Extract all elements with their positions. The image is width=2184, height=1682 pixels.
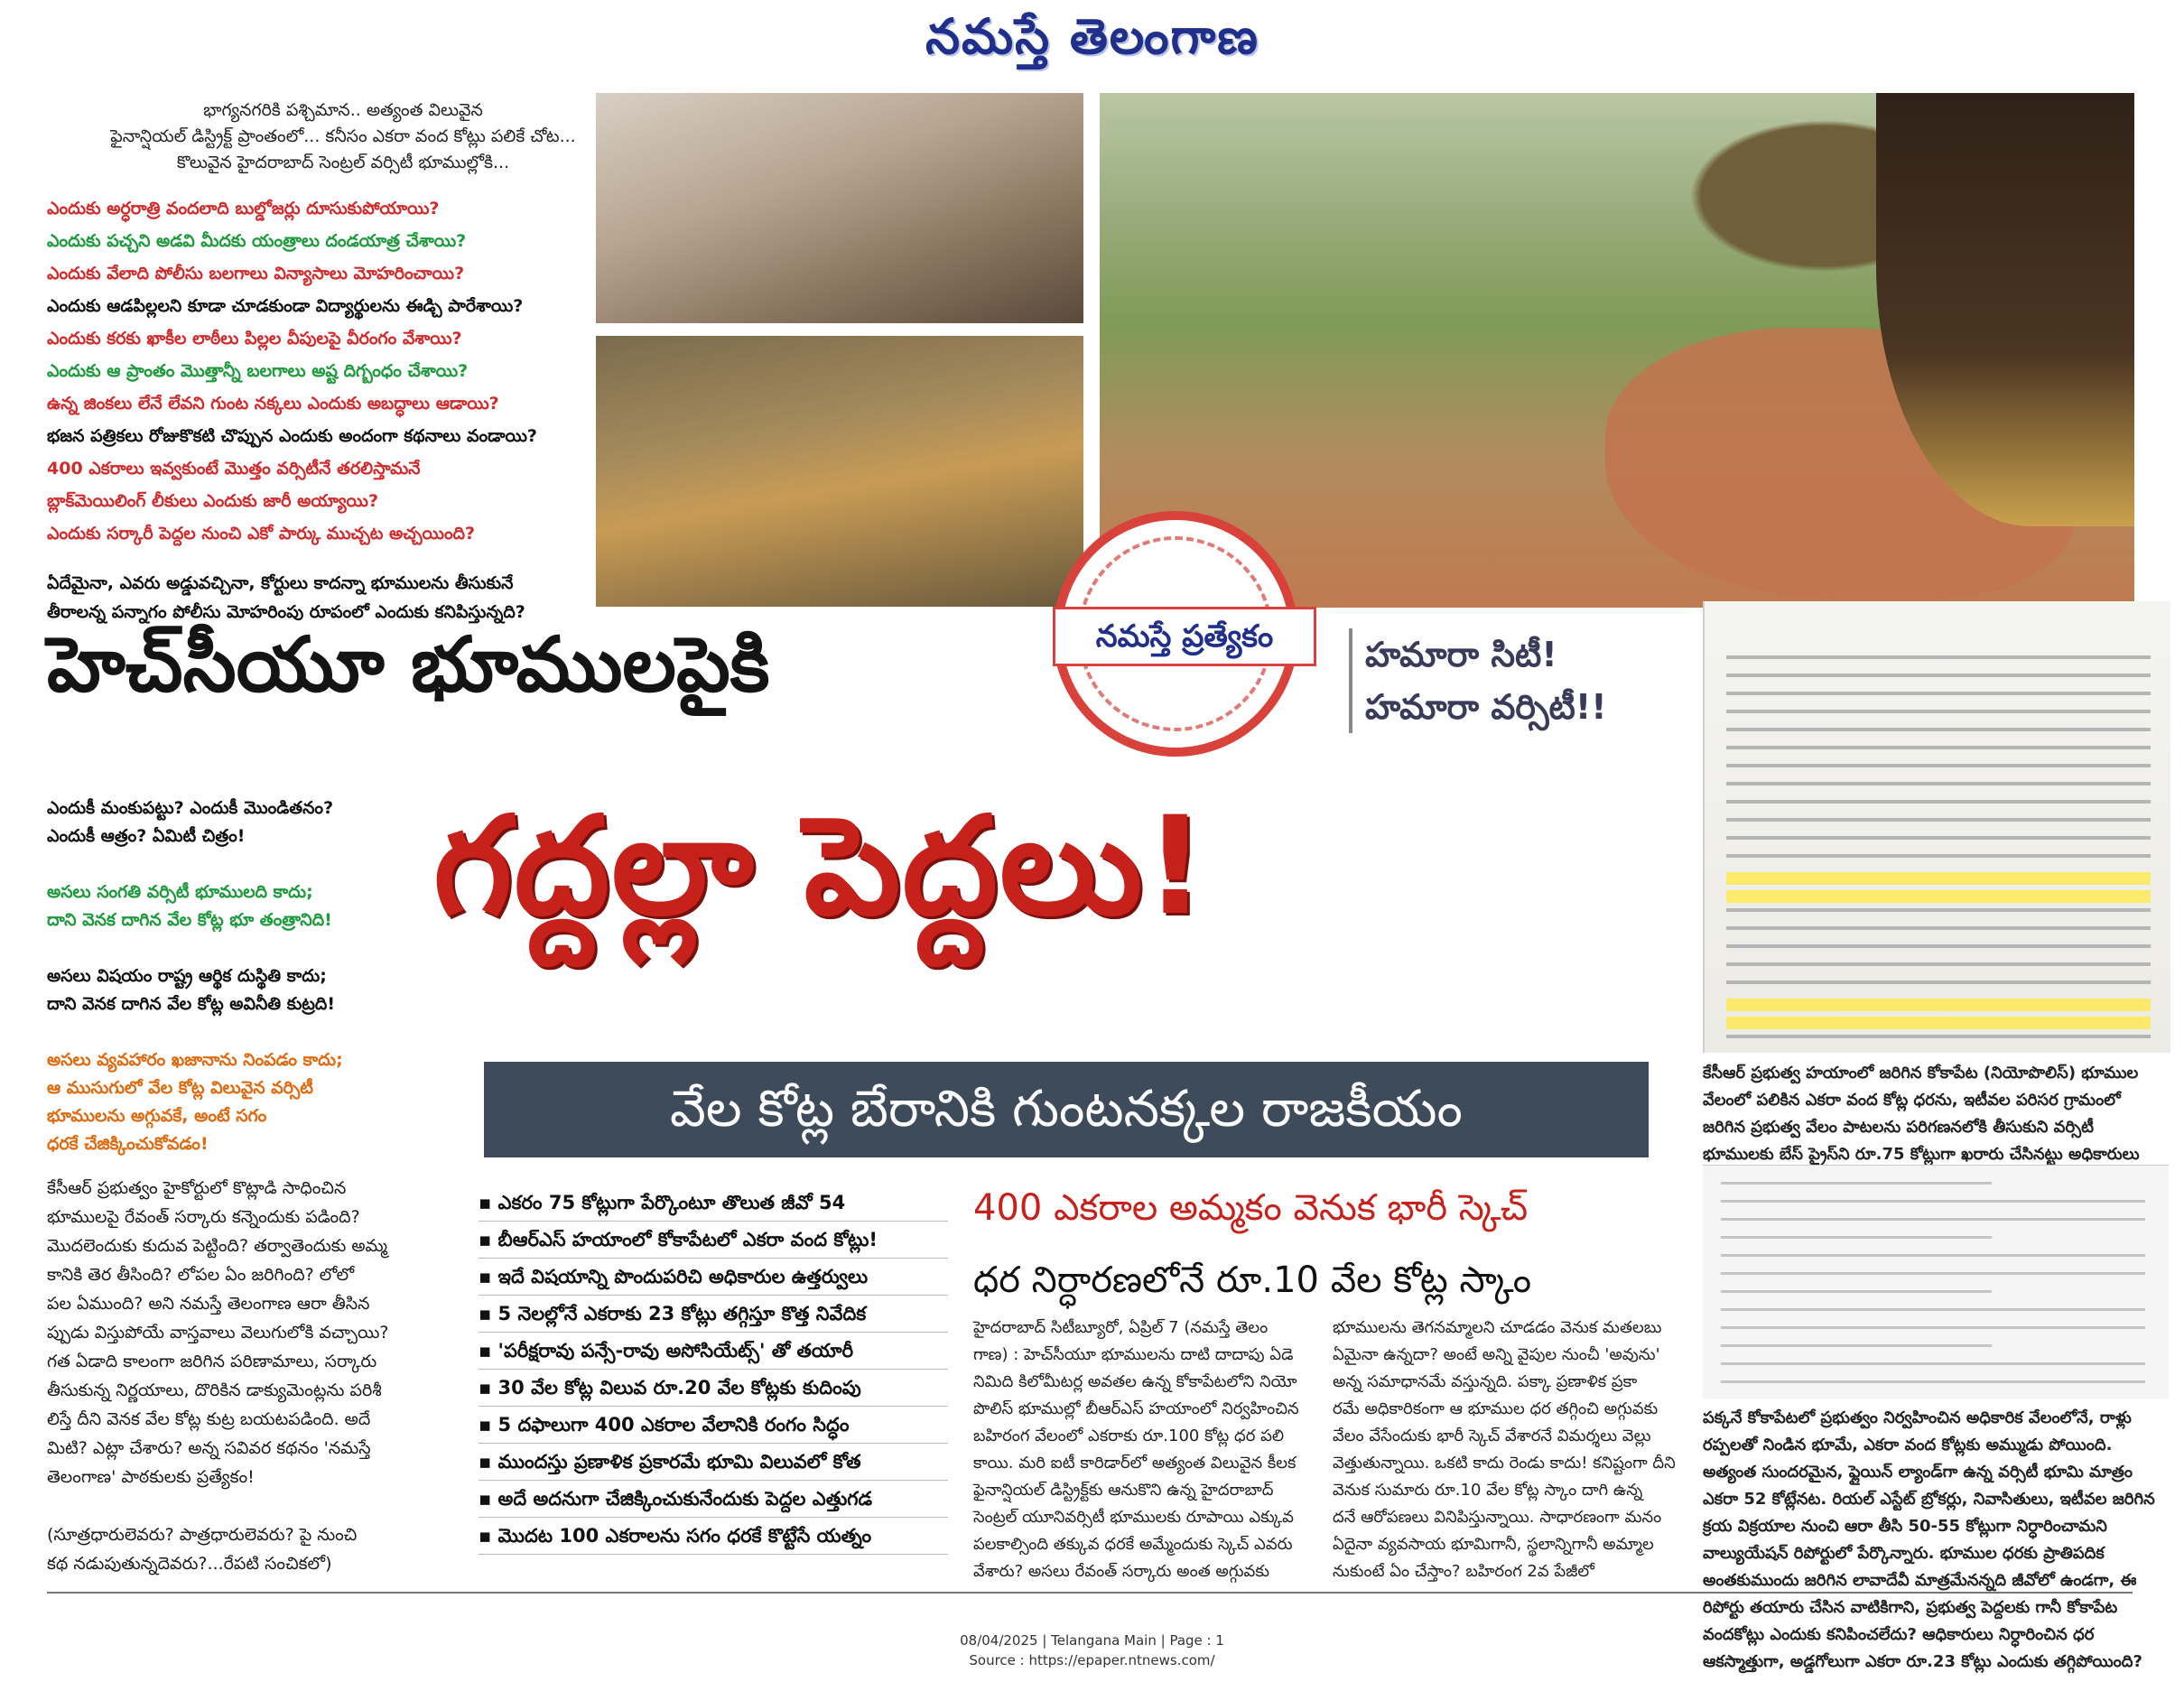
side-commentary-line: దాని వెనక దాగిన వేల కోట్ల అవినీతి కుట్రది! (47, 994, 336, 1014)
story-line: ప్పుడు విస్తుపోయే వాస్తవాలు వెలుగులోకి వచ్చాయి? (47, 1323, 389, 1343)
article-line: వాల్యుయేషన్ రిపోర్టులో పేర్కొన్నారు. భూముల ధరకు ప్రాతిపదిక (1703, 1544, 2105, 1563)
document-text-line (1721, 1326, 2145, 1329)
story-line: తీసుకున్న నిర్ణయాలు, దొరికిన డాక్యుమెంట్లను పరిశీ (47, 1380, 382, 1400)
article-line: వేలం వేసేందుకు భారీ స్కెచ్ వేశారనే విమర్శలు వెల్లు (1333, 1426, 1651, 1445)
photo-hcu-land-eagle-illustration (1100, 93, 2134, 608)
document-text-line (1726, 854, 2151, 858)
article-line: బహిరంగ వేలంలో ఎకరాకు రూ.100 కోట్ల ధర పలి (973, 1426, 1285, 1445)
question-item: ఎందుకు అర్ధరాత్రి వందలాది బుల్డోజర్లు దూసుకుపోయాయి? (47, 199, 440, 218)
bullet-item: ▪ 5 దఫాలుగా 400 ఎకరాల వేలానికి రంగం సిద్ధం (479, 1407, 948, 1444)
story-line: గత ఏడాది కాలంగా జరిగిన పరిణామాలు, సర్కారు (47, 1352, 377, 1371)
highlighted-text-line (1726, 1017, 2151, 1029)
document-text-line (1721, 1272, 2145, 1275)
article-line: వేశారు? అసలు రేవంత్ సర్కారు అంత అగ్గువకు (973, 1562, 1269, 1581)
document-text-line (1726, 674, 2151, 677)
story-line: మొదలెందుకు కుదువ పెట్టింది? తర్వాతెందుకు అమ్మ (47, 1236, 388, 1256)
document-text-line (1726, 836, 2151, 840)
article-line: అంతకుముందు జరిగిన లావాదేవీ మాత్రమేనన్నది జీవోలో ఉండగా, ఈ (1703, 1571, 2137, 1590)
caption-line: వేలంలో పలికిన ఎకరా వంద కోట్ల ధరను, ఇటీవల పరిసర గ్రామంలో (1703, 1091, 2121, 1110)
document-text-line (1721, 1200, 2145, 1203)
side-commentary-line: దాని వెనక దాగిన వేల కోట్ల భూ తంత్రానిది! (47, 910, 332, 930)
document-text-line (1726, 728, 2151, 731)
story-line: తెలంగాణ' పాఠకులకు ప్రత్యేకం! (47, 1467, 255, 1487)
document-text-line (1721, 1308, 2145, 1311)
document-text-line (1721, 1290, 1992, 1293)
headline-primary: హెచ్‌సీయూ భూములపైకి (47, 620, 770, 709)
question-item: ఉన్న జింకలు లేనే లేవని గుంట నక్కలు ఎందుకు అబద్ధాలు ఆడాయి? (47, 394, 499, 414)
page-footer (0, 1631, 2184, 1670)
article-line: అత్యంత సుందరమైన, ఫ్లైయిన్ ల్యాండ్‌గా ఉన్న వర్సిటీ భూమి మాత్రం (1703, 1463, 2133, 1482)
slogan-line-1: హమారా సిటీ! (1365, 635, 1557, 674)
document-text-line (1726, 1035, 2151, 1038)
side-commentary-line: ఆ ముసుగులో వేల కోట్ల విలువైన వర్సిటీ (47, 1078, 313, 1098)
story-line: కానికి తెర తీసింది? లోపల ఏం జరిగింది? లోలో (47, 1265, 355, 1285)
article-line: ఏమైనా ఉన్నదా? అంటే అన్ని వైపుల నుంచీ 'అవును' (1333, 1345, 1660, 1364)
bullet-item: ▪ బీఆర్‌ఎస్ హయాంలో కోకాపేటలో ఎకరా వంద కోట్లు! (479, 1222, 948, 1259)
stamp-label: నమస్తే ప్రత్యేకం (1053, 607, 1316, 666)
document-text-line (1721, 1182, 1992, 1185)
document-text-line (1726, 782, 2151, 785)
article-line: గాణ) : హెచ్‌సీయూ భూములను దాటి దాదాపు ఏడె (973, 1345, 1294, 1364)
side-commentary-line (47, 850, 426, 878)
story-line (47, 1491, 462, 1520)
article-line: వెనుక సుమారు రూ.10 వేల కోట్ల స్కాం దాగి ఉన్న (1333, 1481, 1643, 1500)
subheadline-banner: వేల కోట్ల బేరానికి గుంటనక్కల రాజకీయం (484, 1062, 1649, 1157)
article-line: వెత్తుతున్నాయి. ఒకటి కాదు రెండు కాదు! కనిష్టంగా దీని (1333, 1454, 1676, 1473)
article-line: హైదరాబాద్ సిటీబ్యూరో, ఏప్రిల్ 7 (నమస్తే తెలం (973, 1318, 1269, 1337)
highlighted-text-line (1726, 999, 2151, 1011)
document-text-line (1726, 980, 2151, 984)
bullet-item: ▪ ఎకరం 75 కోట్లుగా పేర్కొంటూ తొలుత జీవో 54 (479, 1185, 948, 1222)
side-commentary-line (47, 934, 426, 962)
side-commentary-line: ధరకే చేజిక్కించుకోవడం! (47, 1134, 209, 1154)
intro-text (108, 98, 578, 176)
story-line: భూములపై రేవంత్ సర్కారు కన్నెందుకు పడింది? (47, 1207, 360, 1227)
document-text-line (1726, 764, 2151, 767)
bullet-item: ▪ అదే అదనుగా చేజిక్కించుకునేందుకు పెద్దల ఎత్తుగడ (479, 1481, 948, 1518)
article-line: కాయి. మరి ఐటీ కారిడార్‌లో అత్యంత విలువైన కీలక (973, 1454, 1296, 1473)
intro-line: కొలువైన హైదరాబాద్ సెంట్రల్ వర్సిటీ భూముల్లోకి... (176, 153, 510, 172)
document-text-line (1726, 800, 2151, 804)
article-line: ఆకస్మాత్తుగా, అడ్డగోలుగా ఎకరా రూ.23 కోట్లు ఎందుకు తగ్గిపోయింది? (1703, 1652, 2142, 1671)
article-line: ఏదైనా వ్యవసాయ భూమిగానీ, స్థలాన్నిగానీ అమ్మాల (1333, 1535, 1654, 1554)
intro-line: భాగ్యనగరికి పశ్చిమాన.. అత్యంత విలువైన (203, 100, 483, 120)
story-line: పల ఏముంది? అని నమస్తే తెలంగాణ ఆరా తీసిన (47, 1294, 370, 1314)
subheadline-sketch: 400 ఎకరాల అమ్మకం వెనుక భారీ స్కెచ్ (973, 1187, 1529, 1229)
footer-source-link[interactable]: Source : https://epaper.ntnews.com/ (969, 1652, 1215, 1668)
question-item: బ్లాక్‌మెయిలింగ్ లీకులు ఎందుకు జారీ అయ్యాయి? (47, 491, 379, 511)
question-item: ఎందుకు వేలాది పోలీసు బలగాలు విన్యాసాలు మోహరించాయి? (47, 264, 465, 283)
article-line: ఫైనాన్షియల్ డిస్ట్రిక్ట్‌కు ఆనుకొని ఉన్న హైదరాబాద్ (973, 1481, 1274, 1500)
article-line: సెంట్రల్ యూనివర్సిటీ భూములకు రూపాయి ఎక్కువ (973, 1508, 1294, 1527)
document-text-line (1726, 944, 2151, 948)
valuation-report-image (1703, 1165, 2169, 1399)
article-line: పొలిస్ భూముల్లో బీఆర్‌ఎస్ హయాంలో నిర్వహించిన (973, 1399, 1299, 1418)
bullet-item: ▪ 'పరీక్షరావు పన్సే-రావు అసోసియేట్స్' తో తయారీ (479, 1333, 948, 1370)
question-item: ఎందుకు ఆడపిల్లలని కూడా చూడకుండా విద్యార్థులను ఈడ్చి పారేశాయి? (47, 296, 524, 316)
document-text-line (1721, 1362, 2145, 1365)
article-column-1 (973, 1315, 1316, 1585)
side-commentary-line: ఎందుకీ ఆత్రం? ఏమిటీ చిత్రం! (47, 826, 246, 846)
highlight-bullets (479, 1185, 948, 1555)
side-commentary-line: అసలు విషయం రాష్ట్ర ఆర్థిక దుస్థితి కాదు; (47, 966, 327, 986)
caption-line: జరిగిన ప్రభుత్వ వేలం పాటలను పరిగణనలోకి తీసుకుని వర్సిటీ (1703, 1118, 2095, 1137)
headline-main: గద్దల్లా పెద్దలు! (433, 788, 1208, 945)
story-intro (47, 1174, 462, 1578)
document-text-line (1726, 908, 2151, 912)
question-item: ఎందుకు కరకు ఖాకీల లాఠీలు పిల్లల వీపులపై వీరంగం వేశాయి? (47, 329, 462, 348)
bullet-item: ▪ మొదట 100 ఎకరాలను సగం ధరకే కొట్టేసే యత్నం (479, 1518, 948, 1555)
bullet-item: ▪ 30 వేల కోట్ల విలువ రూ.20 వేల కోట్లకు కుదింపు (479, 1370, 948, 1407)
slogan (1349, 628, 1708, 733)
intro-closing-paragraph (47, 569, 589, 627)
caption-line: భూములకు బేస్ ప్రైస్‌ని రూ.75 కోట్లుగా ఖరారు చేసినట్టు అధికారులు (1703, 1145, 2140, 1164)
highlighted-text-line (1726, 890, 2151, 903)
side-commentary-line: అసలు వ్యవహారం ఖజానాను నింపడం కాదు; (47, 1050, 343, 1070)
document-text-line (1726, 746, 2151, 749)
bullet-item: ▪ ఇదే విషయాన్ని పొందుపరిచి అధికారుల ఉత్తర్వులు (479, 1259, 948, 1296)
article-line: క్రయ విక్రయాల నుంచి ఆరా తీసి 50-55 కోట్లుగా నిర్ధారించామని (1703, 1517, 2107, 1536)
article-line: నిమిది కిలోమీటర్ల అవతల ఉన్న కోకాపేటలోని నియో (973, 1372, 1297, 1391)
article-line: భూములను తెగనమ్మాలని చూడడం వెనుక మతలబు (1333, 1318, 1662, 1337)
article-line: పలకాల్సింది తక్కువ ధరకే అమ్మేందుకు స్కెచ్ ఎవరు (973, 1535, 1293, 1554)
slogan-line-2: హమారా వర్సిటీ!! (1365, 687, 1607, 727)
article-line: అన్న సమాధానమే వస్తున్నది. పక్కా ప్రణాళిక ప్రకా (1333, 1372, 1638, 1391)
side-commentary (47, 795, 426, 1158)
document-text-line (1721, 1344, 1992, 1347)
article-line: పక్కనే కోకాపేటలో ప్రభుత్వం నిర్వహించిన అధికారిక వేలంలోనే, రాళ్లు (1703, 1408, 2132, 1427)
question-list (47, 192, 589, 550)
question-item: భజన పత్రికలు రోజుకొకటి చొప్పున ఎందుకు అందంగా కథనాలు వండాయి? (47, 426, 537, 446)
side-commentary-line (47, 1018, 426, 1046)
caption-line: కేసీఆర్ ప్రభుత్వ హయాంలో జరిగిన కోకాపేట (నియోపొలిస్) భూముల (1703, 1064, 2139, 1083)
article-line: వందకోట్లు ఎందుకు కనిపించలేదు? ఆధికారులు నిర్ధారించిన ధర (1703, 1625, 2095, 1644)
bullet-item: ▪ ముందస్తు ప్రణాళిక ప్రకారమే భూమి విలువలో కోత (479, 1444, 948, 1481)
page-divider (47, 1592, 2133, 1594)
subheadline-scam: ధర నిర్ధారణలోనే రూ.10 వేల కోట్ల స్కాం (973, 1259, 1532, 1301)
bullet-item: ▪ 5 నెలల్లోనే ఎకరాకు 23 కోట్లు తగ్గిస్తూ కొత్త నివేదిక (479, 1296, 948, 1333)
story-line: కేసీఆర్ ప్రభుత్వం హైకోర్టులో కొట్లాడి సాధించిన (47, 1178, 347, 1198)
question-item: ఎందుకు పచ్చని అడవి మీదకు యంత్రాలు దండయాత్ర చేశాయి? (47, 231, 467, 251)
article-line: దనే ఆరోపణలు వినిపిస్తున్నాయి. సాధారణంగా మనం (1333, 1508, 1662, 1527)
article-line: రిపోర్టు తయారు చేసిన వాటికిగాని, ప్రభుత్వ పెద్దలకు గానీ కోకాపేట (1703, 1598, 2118, 1617)
story-line: మిటి? ఎట్లా చేశారు? అన్న సవివర కథనం 'నమస్తే (47, 1438, 371, 1458)
document-text-line (1721, 1254, 2145, 1257)
side-commentary-line: భూములను అగ్గువకే, అంటే సగం (47, 1106, 267, 1126)
document-text-line (1726, 962, 2151, 966)
intro-closing-line: ఏదేమైనా, ఎవరు అడ్డువచ్చినా, కోర్టులు కాదన్నా భూములను తీసుకునే (47, 573, 514, 593)
intro-closing-line: తీరాలన్న పన్నాగం పోలీసు మోహరింపు రూపంలో ఎందుకు కనిపిస్తున్నది? (47, 602, 525, 622)
document-text-line (1726, 655, 2151, 659)
question-item: ఎందుకు సర్కారీ పెద్దల నుంచి ఎకో పార్కు ముచ్చట అచ్చయింది? (47, 524, 476, 544)
intro-line: ఫైనాన్షియల్ డిస్ట్రిక్ట్ ప్రాంతంలో... కనీసం ఎకరా వంద కోట్లు పలికే చోట... (110, 126, 576, 146)
government-order-document-image (1703, 601, 2170, 1053)
article-line: రప్పలతో నిండిన భూమే, ఎకరా వంద కోట్లకు అమ్ముడు పోయింది. (1703, 1436, 2113, 1454)
article-column-2 (1333, 1315, 1685, 1585)
document-text-line (1726, 818, 2151, 822)
footer-date-edition: 08/04/2025 | Telangana Main | Page : 1 (960, 1632, 1224, 1649)
document-text-line (1721, 1218, 2145, 1221)
side-commentary-line: అసలు సంగతి వర్సిటీ భూములది కాదు; (47, 882, 313, 902)
question-item: 400 ఎకరాలు ఇవ్వకుంటే మొత్తం వర్సిటీనే తరలిస్తామనే (47, 459, 421, 479)
story-line: కథ నడుపుతున్నదెవరు?...రేపటి సంచికలో) (47, 1554, 332, 1574)
document-text-line (1721, 1236, 1992, 1239)
article-line: ఎకరా 52 కోట్లేనట. రియల్ ఎస్టేట్ బ్రోకర్లు, నివాసితులు, ఇటీవల జరిగిన (1703, 1490, 2155, 1509)
highlighted-text-line (1726, 872, 2151, 885)
article-line: నుకుంటే ఏం చేస్తాం? బహిరంగ 2వ పేజీలో (1333, 1562, 1594, 1581)
photo-injured-deer (596, 336, 1083, 607)
document-text-line (1721, 1380, 2145, 1383)
question-item: ఎందుకు ఆ ప్రాంతం మొత్తాన్నీ బలగాలు అష్ట దిగ్బంధం చేశాయి? (47, 361, 469, 381)
document-text-line (1726, 692, 2151, 695)
story-line: (సూత్రధారులెవరు? పాత్రధారులెవరు? పై నుంచి (47, 1525, 358, 1545)
story-line: లిస్తే దీని వెనక వేల కోట్ల కుట్ర బయటపడింది. అదే (47, 1409, 371, 1429)
document-text-line (1726, 710, 2151, 713)
photo-police-students (596, 93, 1083, 323)
article-line: రమే అధికారికంగా ఆ భూముల ధర తగ్గించి అగ్గువకు (1333, 1399, 1659, 1418)
document-text-line (1726, 926, 2151, 930)
side-commentary-line: ఎందుకీ మంకుపట్టు? ఎందుకీ మొండితనం? (47, 798, 334, 818)
masthead-logo: నమస్తే తెలంగాణ (925, 7, 1259, 65)
